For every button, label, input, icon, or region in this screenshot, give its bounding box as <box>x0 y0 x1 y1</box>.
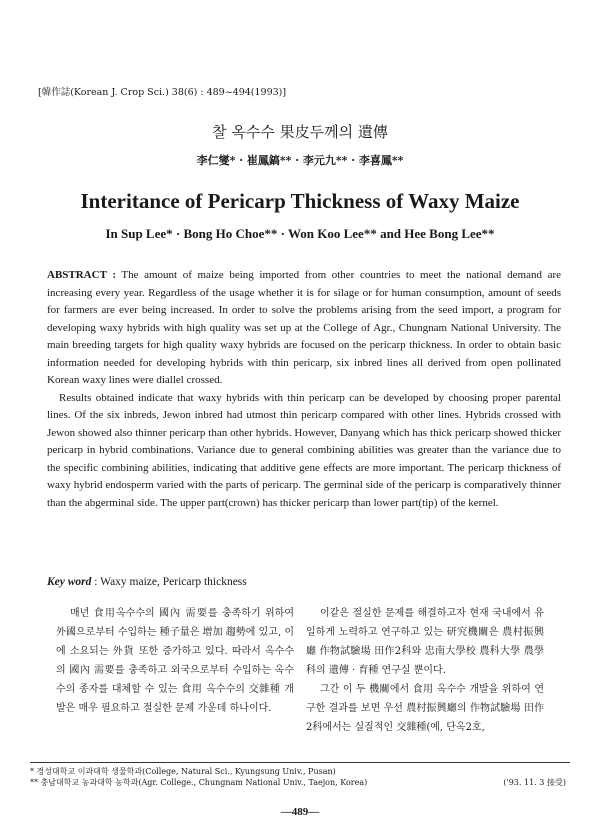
abstract-paragraph-2: Results obtained indicate that waxy hybrids with thin pericarp can be developed by choosing proper parental lines. Of the six inbreds, Jewon inbred had utmost thin pericarp compared with other lines. Hybrids crossed with Jewon showed also thinner pericarp than other hybrids. However, Danyang which has thick pericarp showed thicker pericarp in hybrid combinations. Variance due to general combining abilities was greater than the variance due to the specific combining abilities, indicating that additive gene effects are more important. The pericarp thickness of waxy hybrid endosperm varied with the parts of pericarp. The germinal side of the pericarp is comparatively thinner than the abgerminal side. The upper part(crown) has thicker pericarp than lower part(tip) of the kernel. <box>47 391 561 509</box>
keywords <box>47 576 561 588</box>
abstract-label: ABSTRACT : <box>47 269 116 281</box>
korean-authors: 李仁燮* · 崔鳳鎬** · 李元九** · 李喜鳳** <box>196 154 404 167</box>
footnote-2: ** 충남대학교 농과대학 농학과(Agr. College., Chungnam National Univ., Taejon, Korea) <box>30 778 368 787</box>
received-date: ('93. 11. 3 接受) <box>503 778 566 787</box>
body-left-column <box>56 604 294 718</box>
keyword-text: : Waxy maize, Pericarp thickness <box>94 576 247 588</box>
keyword-label: Key word <box>47 576 92 588</box>
abstract-text-1: The amount of maize being imported from other countries to meet the national demand are increasing every year. Regardless of the usage whether it is for silage or for human consumption, amount of seeds for farmers are ever being increased. In order to solve the problems arising from the seed import, a program for developing waxy hybrids with high quality was set up at the College of Agr., Chungnam National University. The main breeding targets for high quality waxy hybrids are focused on the pericarp thickness. In order to obtain basic information needed for developing hybrids with thin pericarp, six inbred lines all derived from open pollinated Korean waxy lines were diallel crossed. <box>47 269 561 386</box>
page-number: —489— <box>280 806 320 818</box>
english-authors: In Sup Lee* · Bong Ho Choe** · Won Koo Lee** and Hee Bong Lee** <box>105 226 495 241</box>
korean-title: 찰 옥수수 果皮두께의 遺傳 <box>212 123 388 141</box>
body-paragraph: 이같은 절실한 문제를 해결하고자 현재 국내에서 유일하게 노력하고 연구하고 있는 研究機關은 農村振興廳 作物試驗場 田作2科와 忠南大學校 農科大學 農學科의 遺傳 · 育種 연구실 뿐이다. <box>306 608 544 676</box>
footnote-1: * 경성대학교 이과대학 생물학과(College, Natural Sci., Kyungsung Univ., Pusan) <box>30 767 336 776</box>
journal-citation: [韓作誌(Korean J. Crop Sci.) 38(6) : 489~494(1993)] <box>38 87 287 98</box>
footnote-divider <box>30 762 570 763</box>
abstract-paragraph-1 <box>47 267 561 390</box>
body-right-column <box>306 604 544 737</box>
body-paragraph: 그간 이 두 機關에서 食用 옥수수 개발을 위하여 연구한 결과를 보면 우선 農村振興廳의 作物試驗場 田作2科에서는 실질적인 交雜種(예, 단옥2호, <box>306 684 544 733</box>
body-paragraph: 매년 食用옥수수의 國內 需要를 충족하기 위하여 外國으로부터 수입하는 種子量은 增加 趨勢에 있고, 이에 소요되는 外貨 또한 증가하고 있다. 따라서 옥수수의 國內 需要를 충족하고 외국으로부터 수입하는 옥수수의 종자를 대체할 수 있는 食用 옥수수의 交雜種 개발은 매우 필요하고 절실한 문제 가운데 하나이다. <box>56 608 294 714</box>
abstract <box>47 267 561 512</box>
english-title: Interitance of Pericarp Thickness of Waxy Maize <box>80 189 520 213</box>
